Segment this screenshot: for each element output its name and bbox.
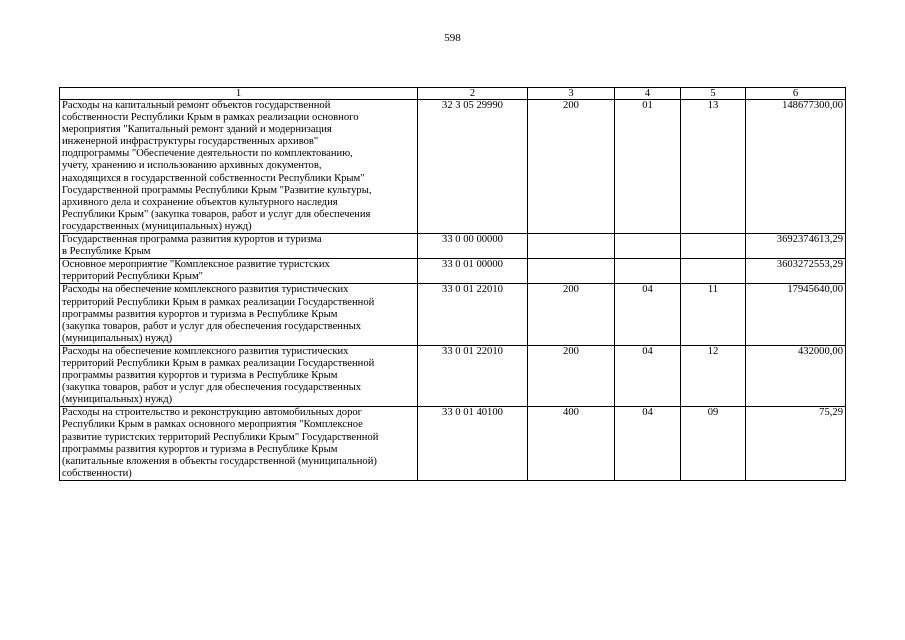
row-section — [615, 259, 681, 284]
header-col-4: 4 — [615, 88, 681, 100]
table-row — [60, 284, 846, 345]
row-subsection — [681, 234, 746, 259]
row-section: 04 — [615, 407, 681, 481]
row-expense-type — [528, 234, 615, 259]
table-row — [60, 234, 846, 259]
row-code: 33 0 01 22010 — [418, 284, 528, 345]
row-amount: 432000,00 — [746, 345, 846, 406]
row-section: 01 — [615, 100, 681, 234]
header-col-2: 2 — [418, 88, 528, 100]
row-expense-type — [528, 259, 615, 284]
row-amount: 17945640,00 — [746, 284, 846, 345]
page-number: 598 — [444, 32, 461, 44]
row-name: Основное мероприятие "Комплексное развитие туристских территорий Республики Крым" — [60, 259, 418, 284]
row-subsection: 11 — [681, 284, 746, 345]
row-subsection: 13 — [681, 100, 746, 234]
row-section: 04 — [615, 345, 681, 406]
row-name: Расходы на капитальный ремонт объектов государственной собственности Республики Крым в рамках реализации основного мероприятия "Капитальный ремонт зданий и модернизация инженерной инфраструктуры государственных архивов" подпрограммы "Обеспечение деятельности по комплектованию, учету, хранению и использованию архивных документов, находящихся в государственной собственности Республики Крым" Государственной программы Республики Крым "Развитие культуры, архивного дела и сохранение объектов культурного наследия Республики Крым" (закупка товаров, работ и услуг для обеспечения государственных (муниципальных) нужд) — [60, 100, 418, 234]
table-row — [60, 100, 846, 234]
row-section: 04 — [615, 284, 681, 345]
row-expense-type: 400 — [528, 407, 615, 481]
row-name: Расходы на строительство и реконструкцию автомобильных дорог Республики Крым в рамках основного мероприятия "Комплексное развитие туристских территорий Республики Крым" Государственной программы развития курортов и туризма в Республике Крым (капитальные вложения в объекты государственной (муниципальной) собственности) — [60, 407, 418, 481]
table-row — [60, 259, 846, 284]
row-code: 32 3 05 29990 — [418, 100, 528, 234]
row-name: Государственная программа развития курортов и туризма в Республике Крым — [60, 234, 418, 259]
header-col-1: 1 — [60, 88, 418, 100]
row-expense-type: 200 — [528, 284, 615, 345]
row-subsection: 09 — [681, 407, 746, 481]
row-amount: 148677300,00 — [746, 100, 846, 234]
row-subsection — [681, 259, 746, 284]
header-col-3: 3 — [528, 88, 615, 100]
row-amount: 3603272553,29 — [746, 259, 846, 284]
header-col-6: 6 — [746, 88, 846, 100]
row-expense-type: 200 — [528, 100, 615, 234]
row-subsection: 12 — [681, 345, 746, 406]
row-name: Расходы на обеспечение комплексного развития туристических территорий Республики Крым в рамках реализации Государственной программы развития курортов и туризма в Республике Крым (закупка товаров, работ и услуг для обеспечения государственных (муниципальных) нужд) — [60, 345, 418, 406]
row-amount: 75,29 — [746, 407, 846, 481]
row-name: Расходы на обеспечение комплексного развития туристических территорий Республики Крым в рамках реализации Государственной программы развития курортов и туризма в Республике Крым (закупка товаров, работ и услуг для обеспечения государственных (муниципальных) нужд) — [60, 284, 418, 345]
row-code: 33 0 01 00000 — [418, 259, 528, 284]
row-amount: 3692374613,29 — [746, 234, 846, 259]
row-section — [615, 234, 681, 259]
table-row — [60, 345, 846, 406]
header-row — [60, 88, 846, 100]
table-row — [60, 407, 846, 481]
row-code: 33 0 01 40100 — [418, 407, 528, 481]
header-col-5: 5 — [681, 88, 746, 100]
row-code: 33 0 00 00000 — [418, 234, 528, 259]
budget-table — [59, 87, 846, 481]
row-expense-type: 200 — [528, 345, 615, 406]
row-code: 33 0 01 22010 — [418, 345, 528, 406]
